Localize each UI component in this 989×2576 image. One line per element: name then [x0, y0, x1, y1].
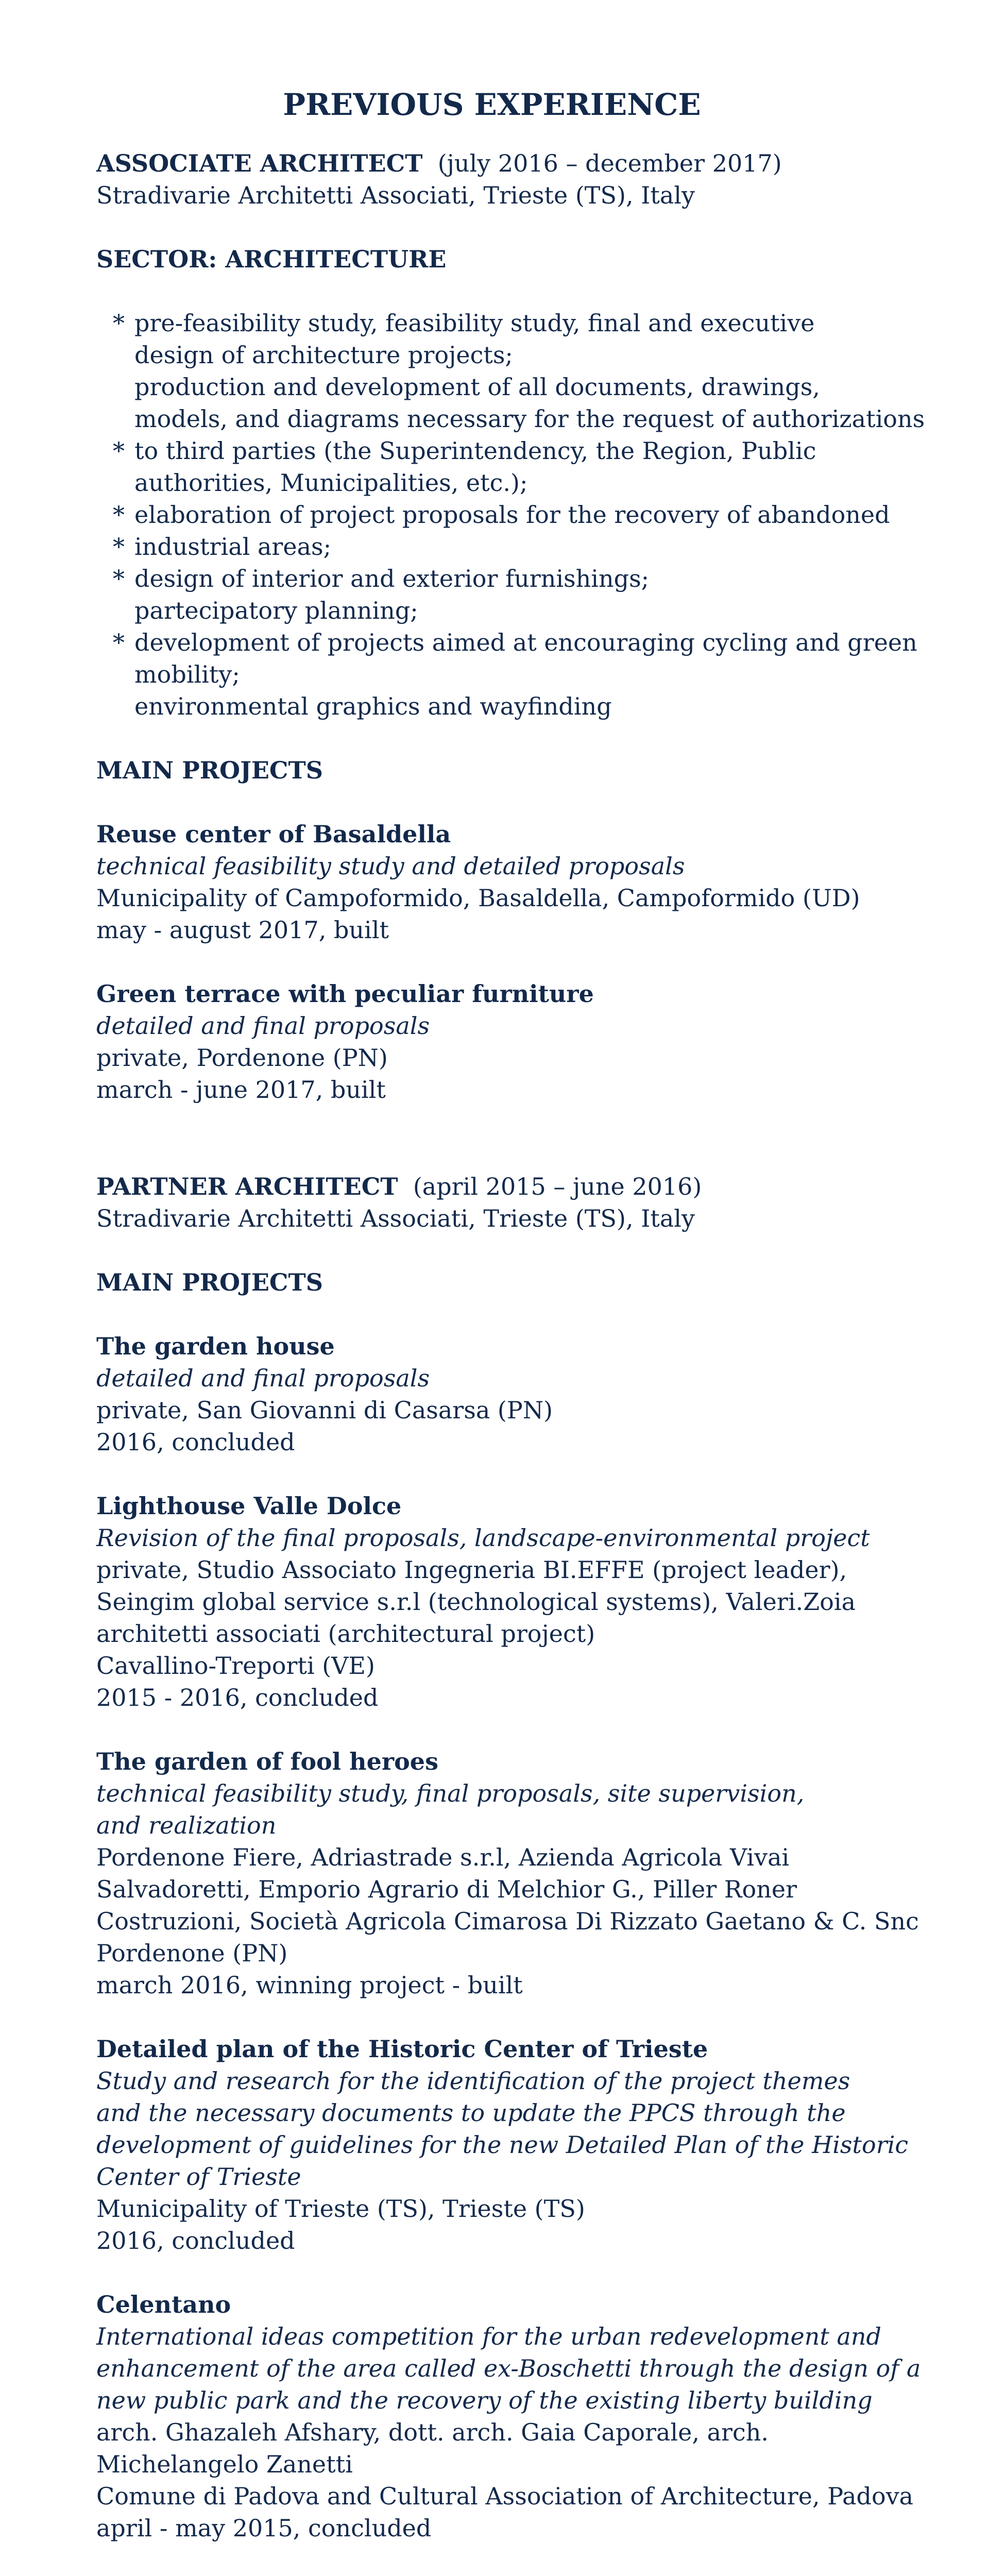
- list-item-text: development of projects aimed at encouraging cycling and green: [134, 629, 917, 656]
- project-type: International ideas competition for the urban redevelopment and: [96, 2323, 881, 2350]
- project-detail: Pordenone (PN): [96, 1939, 288, 1967]
- list-item: [113, 499, 989, 531]
- list-item-text: industrial areas;: [134, 533, 332, 561]
- page-title: PREVIOUS EXPERIENCE: [283, 87, 701, 122]
- list-item: [113, 371, 989, 403]
- project-type: Revision of the final proposals, landscape-environmental project: [96, 1524, 870, 1552]
- project-type: detailed and final proposals: [96, 1364, 430, 1392]
- bullet-star: *: [113, 629, 125, 656]
- list-item: [113, 435, 989, 467]
- list-item-text: authorities, Municipalities, etc.);: [134, 469, 528, 497]
- project-type: technical feasibility study, final proposals, site supervision,: [96, 1780, 805, 1807]
- project-type: development of guidelines for the new Detailed Plan of the Historic: [96, 2131, 909, 2159]
- list-item: [113, 339, 989, 371]
- project-detail: architetti associati (architectural project): [96, 1620, 595, 1648]
- project-detail: april - may 2015, concluded: [96, 2514, 432, 2542]
- project-entry: [96, 1745, 989, 2001]
- project-detail: 2016, concluded: [96, 2227, 295, 2255]
- project-entry: [96, 2033, 989, 2257]
- list-item-text: models, and diagrams necessary for the request of authorizations: [134, 405, 925, 433]
- job-role: PARTNER ARCHITECT: [96, 1173, 398, 1200]
- project-type: Study and research for the identification of the project themes: [96, 2067, 850, 2095]
- job-company: Stradivarie Architetti Associati, Trieste (TS), Italy: [96, 181, 695, 209]
- list-item-text: design of interior and exterior furnishings;: [134, 565, 650, 592]
- project-entry: [96, 818, 989, 946]
- project-detail: arch. Ghazaleh Afshary, dott. arch. Gaia Caporale, arch.: [96, 2418, 769, 2446]
- job-company: Stradivarie Architetti Associati, Trieste (TS), Italy: [96, 1205, 695, 1232]
- project-entry: [96, 978, 989, 1106]
- list-item: [113, 595, 989, 626]
- project-detail: Salvadoretti, Emporio Agrario di Melchior G., Piller Roner: [96, 1875, 797, 1903]
- list-item: [113, 658, 989, 690]
- project-name: Detailed plan of the Historic Center of Trieste: [96, 2035, 708, 2063]
- main-projects-heading: MAIN PROJECTS: [96, 756, 323, 784]
- project-detail: march - june 2017, built: [96, 1076, 386, 1104]
- project-detail: Municipality of Campoformido, Basaldella, Campoformido (UD): [96, 884, 860, 912]
- job-header: [96, 147, 989, 179]
- project-detail: private, Studio Associato Ingegneria BI.EFFE (project leader),: [96, 1556, 847, 1584]
- project-name: The garden of fool heroes: [96, 1748, 438, 1775]
- bullet-star: *: [113, 437, 125, 465]
- responsibility-list: [96, 307, 989, 722]
- list-item: [113, 467, 989, 499]
- project-detail: Cavallino-Treporti (VE): [96, 1652, 375, 1680]
- project-detail: private, San Giovanni di Casarsa (PN): [96, 1396, 553, 1424]
- project-detail: Costruzioni, Società Agricola Cimarosa Di Rizzato Gaetano & C. Snc: [96, 1907, 919, 1935]
- project-name: Reuse center of Basaldella: [96, 820, 451, 848]
- list-item: [113, 626, 989, 658]
- job-role: ASSOCIATE ARCHITECT: [96, 149, 423, 177]
- bullet-star: *: [113, 533, 125, 561]
- project-entry: [96, 2289, 989, 2544]
- job-header: [96, 1171, 989, 1202]
- project-detail: Comune di Padova and Cultural Association of Architecture, Padova: [96, 2482, 914, 2510]
- project-name: Celentano: [96, 2291, 231, 2318]
- project-name: The garden house: [96, 1332, 335, 1360]
- list-item: [113, 307, 989, 339]
- project-type: and realization: [96, 1811, 277, 1839]
- list-item-text: mobility;: [134, 660, 240, 688]
- project-name: Lighthouse Valle Dolce: [96, 1492, 402, 1520]
- bullet-star: *: [113, 565, 125, 592]
- list-item: [113, 563, 989, 595]
- project-detail: Municipality of Trieste (TS), Trieste (TS): [96, 2195, 585, 2223]
- list-item: [113, 690, 989, 722]
- list-item-text: design of architecture projects;: [134, 341, 513, 369]
- project-detail: may - august 2017, built: [96, 916, 389, 944]
- project-type: new public park and the recovery of the existing liberty building: [96, 2386, 873, 2414]
- list-item-text: elaboration of project proposals for the recovery of abandoned: [134, 501, 890, 529]
- list-item-text: to third parties (the Superintendency, the Region, Public: [134, 437, 816, 465]
- project-type: detailed and final proposals: [96, 1012, 430, 1040]
- bullet-star: *: [113, 501, 125, 529]
- project-detail: 2015 - 2016, concluded: [96, 1684, 379, 1711]
- list-item: [113, 403, 989, 435]
- list-item-text: pre-feasibility study, feasibility study, final and executive: [134, 309, 815, 337]
- project-type: Center of Trieste: [96, 2163, 301, 2191]
- project-detail: march 2016, winning project - built: [96, 1971, 523, 1999]
- project-name: Green terrace with peculiar furniture: [96, 980, 594, 1008]
- bullet-star: *: [113, 309, 125, 337]
- job-period: (july 2016 – december 2017): [437, 149, 782, 177]
- project-type: and the necessary documents to update the PPCS through the: [96, 2099, 846, 2127]
- project-type: enhancement of the area called ex-Boschetti through the design of a: [96, 2354, 921, 2382]
- project-entry: [96, 1330, 989, 1458]
- list-item: [113, 531, 989, 563]
- job-period: (april 2015 – june 2016): [413, 1173, 702, 1200]
- main-projects-heading: MAIN PROJECTS: [96, 1268, 323, 1296]
- list-item-text: environmental graphics and wayfinding: [134, 692, 612, 720]
- project-entry: [96, 1490, 989, 1714]
- list-item-text: production and development of all documents, drawings,: [134, 373, 820, 401]
- list-item-text: partecipatory planning;: [134, 597, 418, 624]
- sector-heading: SECTOR: ARCHITECTURE: [96, 245, 447, 273]
- project-type: technical feasibility study and detailed proposals: [96, 852, 685, 880]
- project-detail: Seingim global service s.r.l (technological systems), Valeri.Zoia: [96, 1588, 856, 1616]
- project-detail: Pordenone Fiere, Adriastrade s.r.l, Azienda Agricola Vivai: [96, 1843, 790, 1871]
- project-detail: 2016, concluded: [96, 1428, 295, 1456]
- project-detail: Michelangelo Zanetti: [96, 2450, 353, 2478]
- project-detail: private, Pordenone (PN): [96, 1044, 388, 1072]
